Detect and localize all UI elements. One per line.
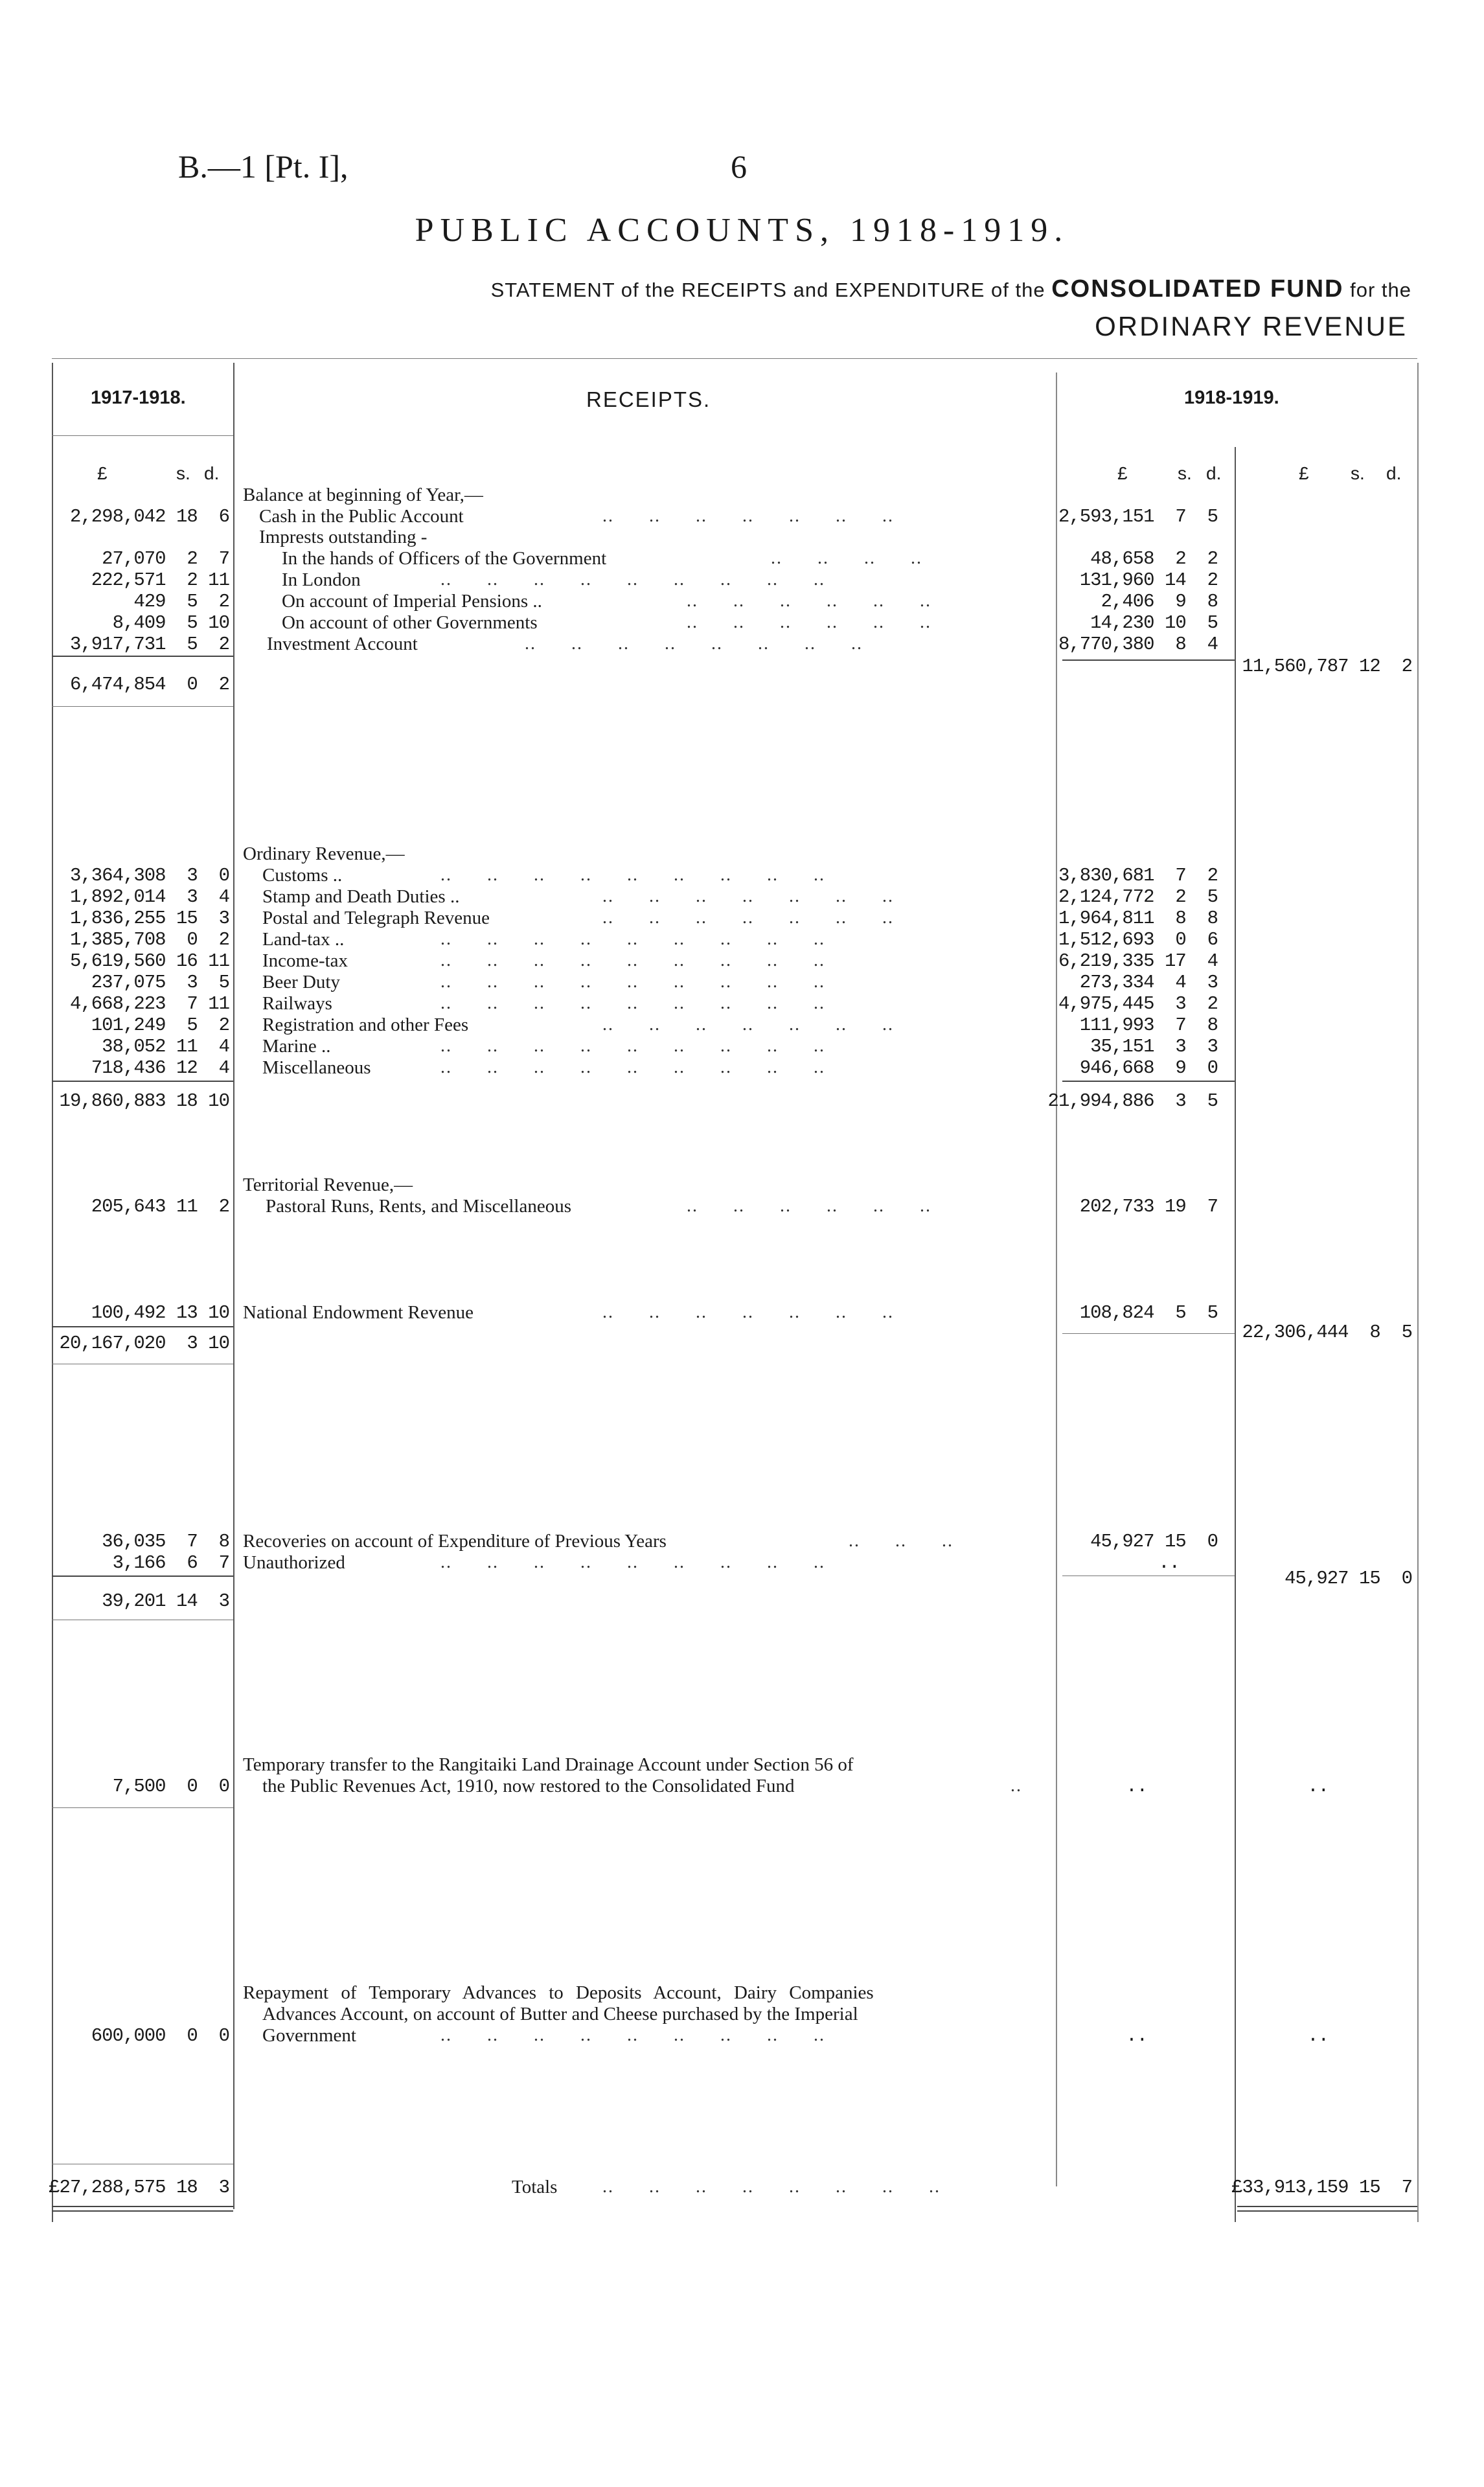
- receipts-heading: RECEIPTS.: [586, 387, 711, 411]
- ordinary-row-label: Registration and other Fees: [262, 1014, 469, 1035]
- balance-row-label: In the hands of Officers of the Government: [282, 548, 607, 569]
- receipts-column-rule: [1056, 372, 1057, 2186]
- leader-dots: .. .. .. .. .. .. ..: [602, 1014, 894, 1035]
- ordinary-prev-total: 19,860,883 18 10: [59, 1090, 229, 1112]
- recoveries-subtotal-rule: [52, 1576, 233, 1577]
- leader-dots: .. .. .. .. .. ..: [687, 591, 931, 611]
- repayment-total: ..: [1307, 2025, 1329, 2046]
- balance-row-curr: 2,593,151 7 5: [1058, 506, 1218, 527]
- recoveries-row-prev: 36,035 7 8: [102, 1531, 229, 1552]
- balance-row-prev: 27,070 2 7: [102, 548, 229, 569]
- totals-double-rule: [52, 2206, 233, 2207]
- leader-dots: .. .. .. .. .. .. .. .. ..: [440, 1057, 825, 1077]
- leader-dots: .. .. .. .. .. .. .. .. ..: [440, 569, 825, 590]
- balance-subtotal-rule: [52, 656, 233, 657]
- repayment-curr: ..: [1126, 2025, 1147, 2046]
- ordinary-row-curr: 3,830,681 7 2: [1058, 865, 1218, 886]
- ordinary-row-label: Stamp and Death Duties ..: [262, 886, 460, 907]
- balance-row-prev: 3,917,731 5 2: [69, 634, 229, 655]
- recoveries-prev-total: 39,201 14 3: [102, 1590, 229, 1612]
- leader-dots: .. .. .. .. .. .. .. .. ..: [440, 929, 825, 949]
- statement-subtitle: [491, 275, 1411, 303]
- prev-unit-s: s.: [176, 463, 190, 483]
- territorial-label: Pastoral Runs, Rents, and Miscellaneous: [266, 1196, 572, 1217]
- balance-row-curr: 14,230 10 5: [1090, 612, 1218, 634]
- ordinary-row-prev: 101,249 5 2: [91, 1014, 229, 1036]
- ordinary-row-prev: 1,892,014 3 4: [69, 886, 229, 908]
- leader-dots: .. .. .. .. .. .. .. .. ..: [440, 2025, 825, 2045]
- ordinary-row-label: Customs ..: [262, 865, 343, 886]
- leader-dots: .. .. .. .. .. .. .. ..: [602, 2177, 941, 2197]
- ordinary-row-prev: 237,075 3 5: [91, 972, 229, 993]
- revenue-prev-total: 20,167,020 3 10: [59, 1333, 229, 1354]
- curr-unit-s: s.: [1178, 463, 1192, 483]
- leader-dots: .. .. .. ..: [771, 548, 922, 568]
- ordinary-row-curr: 6,219,335 17 4: [1058, 950, 1218, 972]
- ordinary-row-curr: 4,975,445 3 2: [1058, 993, 1218, 1014]
- balance-row-prev: 8,409 5 10: [112, 612, 229, 634]
- ordinary-row-label: Beer Duty: [262, 972, 340, 992]
- ordinary-row-prev: 3,364,308 3 0: [69, 865, 229, 886]
- territorial-curr: 202,733 19 7: [1079, 1196, 1218, 1217]
- balance-row-label: Cash in the Public Account: [259, 506, 464, 527]
- revenue-subtotal-rule: [52, 1326, 233, 1327]
- territorial-heading: Territorial Revenue,—: [243, 1175, 413, 1195]
- leader-dots: .. .. .. .. .. ..: [687, 612, 931, 632]
- page-number: 6: [731, 148, 747, 185]
- balance-subtotal-rule-curr: [1062, 659, 1235, 661]
- balance-row-curr: 2,406 9 8: [1101, 591, 1218, 612]
- ordinary-row-curr: 2,124,772 2 5: [1058, 886, 1218, 908]
- balance-row-label: On account of Imperial Pensions ..: [282, 591, 542, 612]
- leader-dots: .. .. .. .. .. .. .. .. ..: [440, 865, 825, 885]
- ordinary-row-curr: 1,512,693 0 6: [1058, 929, 1218, 950]
- leader-dots: .. .. .. .. .. .. .. .. ..: [440, 1552, 825, 1572]
- heading-rule-prev: [52, 435, 233, 436]
- ordinary-subtotal-rule-curr: [1062, 1081, 1235, 1082]
- repayment-line2: Advances Account, on account of Butter and Cheese purchased by the Imperial: [262, 2004, 858, 2024]
- transfer-rule: [52, 1807, 233, 1808]
- national-prev: 100,492 13 10: [91, 1302, 229, 1324]
- total-unit-d: d.: [1386, 463, 1402, 483]
- recoveries-row-label: Recoveries on account of Expenditure of Previous Years: [243, 1531, 667, 1552]
- recoveries-row-label: Unauthorized: [243, 1552, 345, 1573]
- totals-double-rule-curr: [1237, 2210, 1417, 2212]
- balance-total-rule: [52, 706, 233, 707]
- ordinary-row-label: Postal and Telegraph Revenue: [262, 908, 490, 928]
- ordinary-row-label: Land-tax ..: [262, 929, 345, 950]
- transfer-line1: Temporary transfer to the Rangitaiki Land Drainage Account under Section 56 of: [243, 1754, 854, 1775]
- balance-row-label: Investment Account: [267, 634, 418, 654]
- balance-row-curr: 8,770,380 8 4: [1058, 634, 1218, 655]
- leader-dots: .. .. .. .. .. .. ..: [602, 1302, 894, 1322]
- repayment-line3: Government: [262, 2025, 356, 2046]
- prev-year-heading: 1917-1918.: [91, 387, 186, 408]
- balance-row-curr: 48,658 2 2: [1090, 548, 1218, 569]
- document-reference: B.—1 [Pt. I],: [178, 148, 348, 185]
- territorial-prev: 205,643 11 2: [91, 1196, 229, 1217]
- leader-dots: .. .. .. .. .. .. ..: [602, 506, 894, 526]
- leader-dots: ..: [1010, 1776, 1022, 1796]
- balance-row-prev: 429 5 2: [133, 591, 229, 612]
- balance-curr-total: 11,560,787 12 2: [1242, 656, 1412, 677]
- ordinary-row-label: Marine ..: [262, 1036, 331, 1057]
- curr-unit-pound: £: [1117, 463, 1128, 483]
- leader-dots: .. .. ..: [849, 1531, 953, 1551]
- leader-dots: .. .. .. .. .. .. .. .. ..: [440, 993, 825, 1013]
- balance-prev-total: 6,474,854 0 2: [69, 674, 229, 695]
- curr-year-heading: 1918-1919.: [1184, 387, 1279, 408]
- leader-dots: .. .. .. .. .. .. .. .. ..: [440, 1036, 825, 1056]
- leader-dots: .. .. .. .. .. .. ..: [602, 908, 894, 928]
- ordinary-row-prev: 1,385,708 0 2: [69, 929, 229, 950]
- leader-dots: .. .. .. .. .. .. ..: [602, 886, 894, 906]
- ordinary-row-curr: 1,964,811 8 8: [1058, 908, 1218, 929]
- balance-heading: Balance at beginning of Year,—: [243, 485, 483, 505]
- recoveries-row-prev: 3,166 6 7: [112, 1552, 229, 1574]
- ordinary-row-curr: 35,151 3 3: [1090, 1036, 1218, 1057]
- balance-row-label: In London: [282, 569, 361, 590]
- totals-prev: £27,288,575 18 3: [49, 2177, 229, 2198]
- prev-unit-pound: £: [97, 463, 108, 483]
- recoveries-row-curr: 45,927 15 0: [1090, 1531, 1218, 1552]
- recoveries-curr-total: 45,927 15 0: [1284, 1568, 1412, 1589]
- balance-row-prev: 222,571 2 11: [91, 569, 229, 591]
- ordinary-row-prev: 4,668,223 7 11: [69, 993, 229, 1014]
- national-label: National Endowment Revenue: [243, 1302, 474, 1323]
- prev-unit-d: d.: [204, 463, 220, 483]
- right-border-rule: [1417, 363, 1419, 2222]
- subtitle-fund: CONSOLIDATED FUND: [1051, 275, 1344, 303]
- subtitle-tail: for the: [1350, 279, 1411, 301]
- total-unit-s: s.: [1351, 463, 1365, 483]
- ordinary-row-curr: 946,668 9 0: [1079, 1057, 1218, 1079]
- curr-unit-d: d.: [1206, 463, 1222, 483]
- totals-double-rule-curr: [1237, 2206, 1417, 2207]
- balance-row-curr: 131,960 14 2: [1079, 569, 1218, 591]
- national-curr: 108,824 5 5: [1079, 1302, 1218, 1324]
- table-top-rule: [52, 358, 1417, 359]
- balance-row-label: On account of other Governments: [282, 612, 538, 633]
- ordinary-subtotal-rule: [52, 1081, 233, 1082]
- statement-subtitle-line2: ORDINARY REVENUE: [1095, 311, 1408, 341]
- ordinary-heading: Ordinary Revenue,—: [243, 843, 405, 864]
- page-title: PUBLIC ACCOUNTS, 1918-1919.: [415, 212, 1069, 249]
- transfer-prev: 7,500 0 0: [112, 1776, 229, 1797]
- ordinary-row-label: Miscellaneous: [262, 1057, 371, 1078]
- ordinary-curr-total: 21,994,886 3 5: [1047, 1090, 1218, 1112]
- total-unit-pound: £: [1299, 463, 1309, 483]
- totals-curr: £33,913,159 15 7: [1231, 2177, 1412, 2198]
- ordinary-row-curr: 273,334 4 3: [1079, 972, 1218, 993]
- ordinary-row-label: Railways: [262, 993, 332, 1014]
- ordinary-row-prev: 38,052 11 4: [102, 1036, 229, 1057]
- leader-dots: .. .. .. .. .. .. .. ..: [525, 634, 863, 654]
- balance-row-prev: 2,298,042 18 6: [69, 506, 229, 527]
- leader-dots: .. .. .. .. .. .. .. .. ..: [440, 972, 825, 992]
- ordinary-row-label: Income-tax: [262, 950, 348, 971]
- leader-dots: .. .. .. .. .. ..: [687, 1196, 931, 1216]
- totals-double-rule: [52, 2210, 233, 2212]
- transfer-curr: ..: [1126, 1776, 1147, 1797]
- curr-column-rule: [1235, 447, 1236, 2222]
- ordinary-row-prev: 1,836,255 15 3: [69, 908, 229, 929]
- subtitle-lead: STATEMENT of the RECEIPTS and EXPENDITURE of the: [490, 279, 1045, 301]
- ordinary-row-prev: 718,436 12 4: [91, 1057, 229, 1079]
- revenue-curr-total: 22,306,444 8 5: [1242, 1322, 1412, 1343]
- totals-label: Totals: [512, 2177, 558, 2197]
- prev-column-rule: [233, 363, 234, 2209]
- ordinary-row-curr: 111,993 7 8: [1079, 1014, 1218, 1036]
- transfer-total: ..: [1307, 1776, 1329, 1797]
- balance-row-label: Imprests outstanding -: [259, 527, 428, 547]
- revenue-subtotal-rule-curr: [1062, 1333, 1235, 1334]
- left-border-rule: [52, 363, 53, 2222]
- repayment-prev: 600,000 0 0: [91, 2025, 229, 2046]
- recoveries-row-curr: ..: [1158, 1552, 1180, 1574]
- ordinary-row-prev: 5,619,560 16 11: [69, 950, 229, 972]
- repayment-line1: Repayment of Temporary Advances to Deposits Account, Dairy Companies: [243, 1982, 874, 2003]
- leader-dots: .. .. .. .. .. .. .. .. ..: [440, 950, 825, 970]
- transfer-line2: the Public Revenues Act, 1910, now restored to the Consolidated Fund: [262, 1776, 795, 1796]
